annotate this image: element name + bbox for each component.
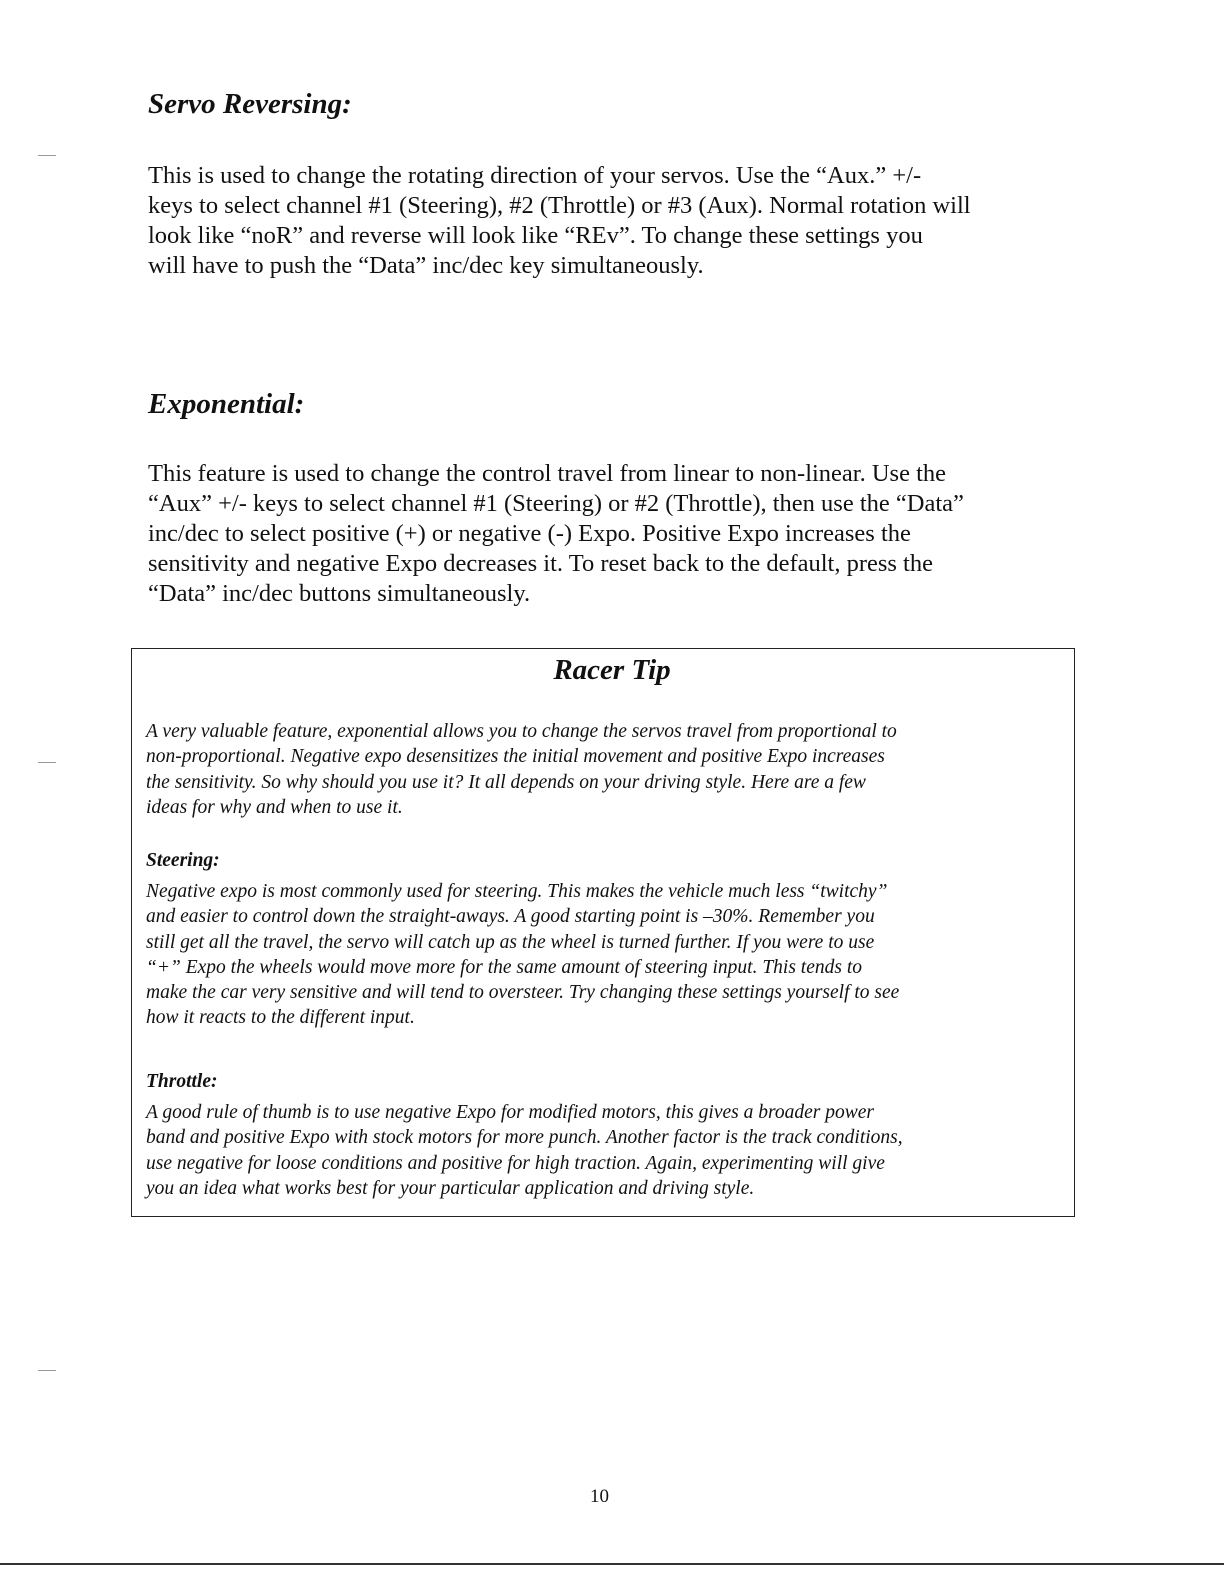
exponential-paragraph [148,459,1098,609]
tip-line: use negative for loose conditions and positive for high traction. Again, experimenting will give [146,1152,885,1174]
tip-line: still get all the travel, the servo will catch up as the wheel is turned further. If you were to use [146,931,875,953]
tip-line: the sensitivity. So why should you use it? It all depends on your driving style. Here are a few [146,771,866,793]
tip-line: make the car very sensitive and will tend to oversteer. Try changing these settings yourself to see [146,982,900,1004]
steering-subheading: Steering: [146,850,220,871]
racer-tip-title: Racer Tip [553,654,671,686]
margin-mark [38,155,56,156]
tip-line: non-proportional. Negative expo desensitizes the initial movement and positive Expo increases [146,746,885,768]
exponential-heading: Exponential: [148,388,305,420]
servo-reversing-heading: Servo Reversing: [148,88,352,120]
page-number: 10 [590,1486,609,1507]
margin-mark [38,762,56,763]
text-line: look like “noR” and reverse will look like “REv”. To change these settings you [148,222,923,249]
tip-line: Negative expo is most commonly used for steering. This makes the vehicle much less “twitchy” [146,881,888,902]
servo-reversing-paragraph [148,161,1098,281]
throttle-subheading: Throttle: [146,1071,218,1092]
tip-line: ideas for why and when to use it. [146,796,403,818]
text-line: This feature is used to change the control travel from linear to non-linear. Use the [148,460,947,487]
text-line: sensitivity and negative Expo decreases it. To reset back to the default, press the [148,550,933,577]
text-line: keys to select channel #1 (Steering), #2 (Throttle) or #3 (Aux). Normal rotation will [148,192,971,219]
text-line: inc/dec to select positive (+) or negative (-) Expo. Positive Expo increases the [148,520,911,547]
tip-line: how it reacts to the different input. [146,1007,415,1029]
tip-line: A good rule of thumb is to use negative Expo for modified motors, this gives a broader power [146,1102,874,1123]
bottom-rule [0,1563,1224,1565]
tip-line: band and positive Expo with stock motors for more punch. Another factor is the track conditions, [146,1127,903,1149]
text-line: This is used to change the rotating direction of your servos. Use the “Aux.” +/- [148,162,922,189]
throttle-paragraph [146,1100,1076,1201]
tip-line: you an idea what works best for your particular application and driving style. [146,1177,755,1199]
text-line: “Aux” +/- keys to select channel #1 (Steering) or #2 (Throttle), then use the “Data” [148,490,964,517]
text-line: “Data” inc/dec buttons simultaneously. [148,580,531,607]
tip-line: “+” Expo the wheels would move more for the same amount of steering input. This tends to [146,956,863,978]
text-line: will have to push the “Data” inc/dec key simultaneously. [148,252,704,279]
tip-line: A very valuable feature, exponential allows you to change the servos travel from proportional to [146,721,897,742]
steering-paragraph [146,879,1076,1031]
tip-line: and easier to control down the straight-aways. A good starting point is –30%. Remember you [146,906,875,928]
racer-tip-intro [146,719,1076,820]
margin-mark [38,1370,56,1371]
